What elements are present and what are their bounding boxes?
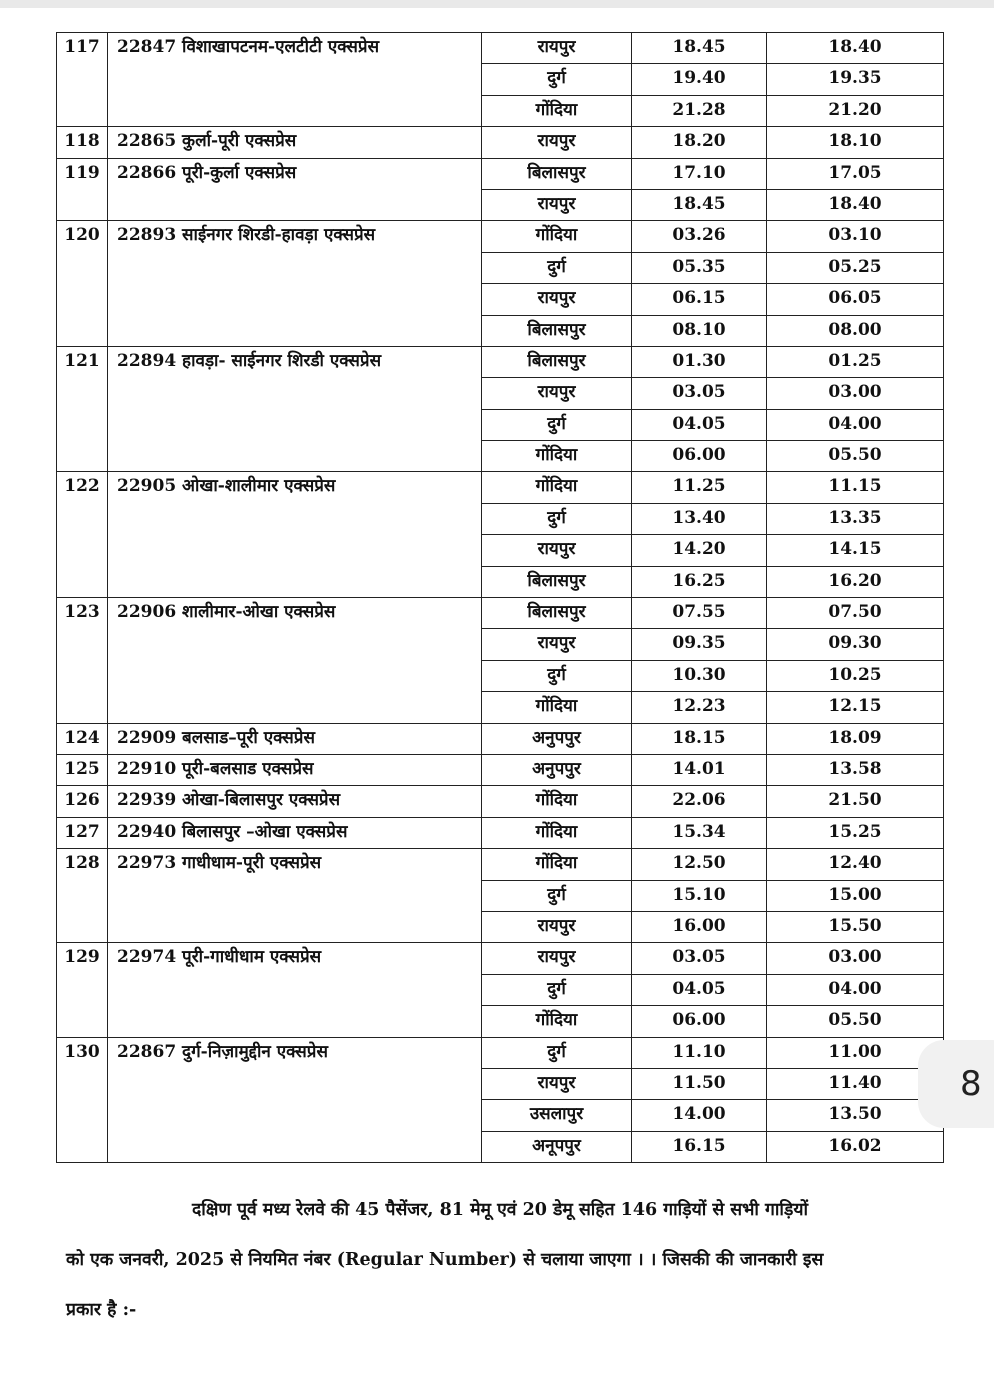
arrival-time-cell: 11.50 <box>632 1068 767 1099</box>
arrival-time-cell: 13.40 <box>632 503 767 534</box>
arrival-time-cell: 14.20 <box>632 535 767 566</box>
departure-time-cell: 11.40 <box>767 1068 944 1099</box>
train-name-cell: 22973 गाधीधाम-पूरी एक्सप्रेस <box>108 849 482 943</box>
arrival-time-cell: 22.06 <box>632 786 767 817</box>
station-cell: रायपुर <box>482 535 632 566</box>
station-cell: दुर्ग <box>482 503 632 534</box>
station-cell: दुर्ग <box>482 1037 632 1068</box>
departure-time-cell: 11.00 <box>767 1037 944 1068</box>
station-cell: गोंदिया <box>482 95 632 126</box>
paragraph-line-2: को एक जनवरी, 2025 से नियमित नंबर (Regular Number) से चलाया जाएगा । । जिसकी की जानकारी इस <box>66 1250 824 1270</box>
station-cell: अनुपपुर <box>482 754 632 785</box>
arrival-time-cell: 07.55 <box>632 598 767 629</box>
departure-time-cell: 13.35 <box>767 503 944 534</box>
serial-number-cell: 123 <box>57 598 108 724</box>
station-cell: गोंदिया <box>482 472 632 503</box>
station-cell: दुर्ग <box>482 880 632 911</box>
table-row <box>57 723 944 754</box>
train-name-cell: 22865 कुर्ला-पूरी एक्सप्रेस <box>108 127 482 158</box>
station-cell: बिलासपुर <box>482 315 632 346</box>
table-row <box>57 221 944 252</box>
arrival-time-cell: 05.35 <box>632 252 767 283</box>
departure-time-cell: 12.40 <box>767 849 944 880</box>
arrival-time-cell: 04.05 <box>632 409 767 440</box>
table-row <box>57 127 944 158</box>
station-cell: रायपुर <box>482 911 632 942</box>
train-name-cell: 22909 बलसाड–पूरी एक्सप्रेस <box>108 723 482 754</box>
arrival-time-cell: 09.35 <box>632 629 767 660</box>
table-row <box>57 346 944 377</box>
serial-number-cell: 129 <box>57 943 108 1037</box>
arrival-time-cell: 18.15 <box>632 723 767 754</box>
table-row <box>57 472 944 503</box>
station-cell: दुर्ग <box>482 974 632 1005</box>
arrival-time-cell: 06.00 <box>632 441 767 472</box>
train-name-cell: 22847 विशाखापटनम-एलटीटी एक्सप्रेस <box>108 33 482 127</box>
train-name-cell: 22867 दुर्ग-निज़ामुद्दीन एक्सप्रेस <box>108 1037 482 1163</box>
arrival-time-cell: 21.28 <box>632 95 767 126</box>
departure-time-cell: 11.15 <box>767 472 944 503</box>
departure-time-cell: 13.58 <box>767 754 944 785</box>
table-row <box>57 158 944 189</box>
station-cell: रायपुर <box>482 189 632 220</box>
train-name-cell: 22894 हावड़ा- साईनगर शिरडी एक्सप्रेस <box>108 346 482 472</box>
departure-time-cell: 14.15 <box>767 535 944 566</box>
serial-number-cell: 126 <box>57 786 108 817</box>
arrival-time-cell: 18.20 <box>632 127 767 158</box>
departure-time-cell: 07.50 <box>767 598 944 629</box>
train-name-cell: 22974 पूरी-गाधीधाम एक्सप्रेस <box>108 943 482 1037</box>
station-cell: रायपुर <box>482 629 632 660</box>
table-row <box>57 943 944 974</box>
departure-time-cell: 15.50 <box>767 911 944 942</box>
serial-number-cell: 117 <box>57 33 108 127</box>
serial-number-cell: 118 <box>57 127 108 158</box>
station-cell: गोंदिया <box>482 692 632 723</box>
arrival-time-cell: 18.45 <box>632 33 767 64</box>
departure-time-cell: 18.10 <box>767 127 944 158</box>
table-row <box>57 598 944 629</box>
arrival-time-cell: 15.10 <box>632 880 767 911</box>
arrival-time-cell: 06.15 <box>632 284 767 315</box>
station-cell: दुर्ग <box>482 252 632 283</box>
departure-time-cell: 06.05 <box>767 284 944 315</box>
station-cell: गोंदिया <box>482 817 632 848</box>
station-cell: बिलासपुर <box>482 346 632 377</box>
departure-time-cell: 17.05 <box>767 158 944 189</box>
station-cell: रायपुर <box>482 127 632 158</box>
station-cell: गोंदिया <box>482 441 632 472</box>
station-cell: गोंदिया <box>482 1006 632 1037</box>
arrival-time-cell: 19.40 <box>632 64 767 95</box>
arrival-time-cell: 11.25 <box>632 472 767 503</box>
departure-time-cell: 05.50 <box>767 441 944 472</box>
departure-time-cell: 03.10 <box>767 221 944 252</box>
station-cell: गोंदिया <box>482 786 632 817</box>
arrival-time-cell: 14.00 <box>632 1100 767 1131</box>
arrival-time-cell: 12.23 <box>632 692 767 723</box>
station-cell: दुर्ग <box>482 409 632 440</box>
table-row <box>57 1037 944 1068</box>
serial-number-cell: 128 <box>57 849 108 943</box>
station-cell: उसलापुर <box>482 1100 632 1131</box>
arrival-time-cell: 16.25 <box>632 566 767 597</box>
station-cell: गोंदिया <box>482 849 632 880</box>
departure-time-cell: 21.20 <box>767 95 944 126</box>
arrival-time-cell: 14.01 <box>632 754 767 785</box>
departure-time-cell: 12.15 <box>767 692 944 723</box>
train-name-cell: 22910 पूरी-बलसाड एक्सप्रेस <box>108 754 482 785</box>
departure-time-cell: 04.00 <box>767 974 944 1005</box>
arrival-time-cell: 03.05 <box>632 378 767 409</box>
serial-number-cell: 122 <box>57 472 108 598</box>
departure-time-cell: 18.40 <box>767 33 944 64</box>
serial-number-cell: 121 <box>57 346 108 472</box>
arrival-time-cell: 04.05 <box>632 974 767 1005</box>
arrival-time-cell: 16.00 <box>632 911 767 942</box>
train-name-cell: 22939 ओखा-बिलासपुर एक्सप्रेस <box>108 786 482 817</box>
station-cell: गोंदिया <box>482 221 632 252</box>
station-cell: बिलासपुर <box>482 158 632 189</box>
arrival-time-cell: 18.45 <box>632 189 767 220</box>
train-name-cell: 22866 पूरी-कुर्ला एक्सप्रेस <box>108 158 482 221</box>
arrival-time-cell: 10.30 <box>632 660 767 691</box>
serial-number-cell: 119 <box>57 158 108 221</box>
departure-time-cell: 10.25 <box>767 660 944 691</box>
train-name-cell: 22905 ओखा-शालीमार एक्सप्रेस <box>108 472 482 598</box>
departure-time-cell: 08.00 <box>767 315 944 346</box>
serial-number-cell: 127 <box>57 817 108 848</box>
arrival-time-cell: 03.05 <box>632 943 767 974</box>
station-cell: अनूपपुर <box>482 1131 632 1162</box>
arrival-time-cell: 17.10 <box>632 158 767 189</box>
station-cell: रायपुर <box>482 943 632 974</box>
station-cell: रायपुर <box>482 33 632 64</box>
top-edge-bar <box>0 0 994 8</box>
departure-time-cell: 03.00 <box>767 378 944 409</box>
paragraph-line-3: प्रकार है :- <box>66 1300 137 1320</box>
table-row <box>57 817 944 848</box>
train-name-cell: 22940 बिलासपुर –ओखा एक्सप्रेस <box>108 817 482 848</box>
departure-time-cell: 05.25 <box>767 252 944 283</box>
arrival-time-cell: 03.26 <box>632 221 767 252</box>
departure-time-cell: 18.40 <box>767 189 944 220</box>
arrival-time-cell: 08.10 <box>632 315 767 346</box>
arrival-time-cell: 11.10 <box>632 1037 767 1068</box>
serial-number-cell: 120 <box>57 221 108 347</box>
table-row <box>57 754 944 785</box>
departure-time-cell: 15.25 <box>767 817 944 848</box>
departure-time-cell: 01.25 <box>767 346 944 377</box>
station-cell: रायपुर <box>482 284 632 315</box>
timetable-body <box>57 33 944 1163</box>
station-cell: दुर्ग <box>482 660 632 691</box>
train-name-cell: 22906 शालीमार-ओखा एक्सप्रेस <box>108 598 482 724</box>
station-cell: दुर्ग <box>482 64 632 95</box>
station-cell: अनुपपुर <box>482 723 632 754</box>
departure-time-cell: 16.20 <box>767 566 944 597</box>
arrival-time-cell: 12.50 <box>632 849 767 880</box>
departure-time-cell: 16.02 <box>767 1131 944 1162</box>
table-row <box>57 786 944 817</box>
table-row <box>57 849 944 880</box>
departure-time-cell: 05.50 <box>767 1006 944 1037</box>
serial-number-cell: 130 <box>57 1037 108 1163</box>
departure-time-cell: 21.50 <box>767 786 944 817</box>
arrival-time-cell: 16.15 <box>632 1131 767 1162</box>
departure-time-cell: 15.00 <box>767 880 944 911</box>
departure-time-cell: 19.35 <box>767 64 944 95</box>
page-number-badge <box>918 1040 994 1128</box>
station-cell: रायपुर <box>482 1068 632 1099</box>
page-number: 8 <box>960 1064 982 1104</box>
arrival-time-cell: 15.34 <box>632 817 767 848</box>
train-timetable <box>56 32 944 1163</box>
serial-number-cell: 125 <box>57 754 108 785</box>
arrival-time-cell: 06.00 <box>632 1006 767 1037</box>
station-cell: रायपुर <box>482 378 632 409</box>
table-row <box>57 33 944 64</box>
departure-time-cell: 13.50 <box>767 1100 944 1131</box>
paragraph-line-1: दक्षिण पूर्व मध्य रेलवे की 45 पैसेंजर, 81 मेमू एवं 20 डेमू सहित 146 गाड़ियों से सभी गाड़ियों <box>192 1200 808 1220</box>
arrival-time-cell: 01.30 <box>632 346 767 377</box>
departure-time-cell: 03.00 <box>767 943 944 974</box>
serial-number-cell: 124 <box>57 723 108 754</box>
station-cell: बिलासपुर <box>482 598 632 629</box>
station-cell: बिलासपुर <box>482 566 632 597</box>
departure-time-cell: 18.09 <box>767 723 944 754</box>
departure-time-cell: 04.00 <box>767 409 944 440</box>
train-name-cell: 22893 साईनगर शिरडी-हावड़ा एक्सप्रेस <box>108 221 482 347</box>
departure-time-cell: 09.30 <box>767 629 944 660</box>
